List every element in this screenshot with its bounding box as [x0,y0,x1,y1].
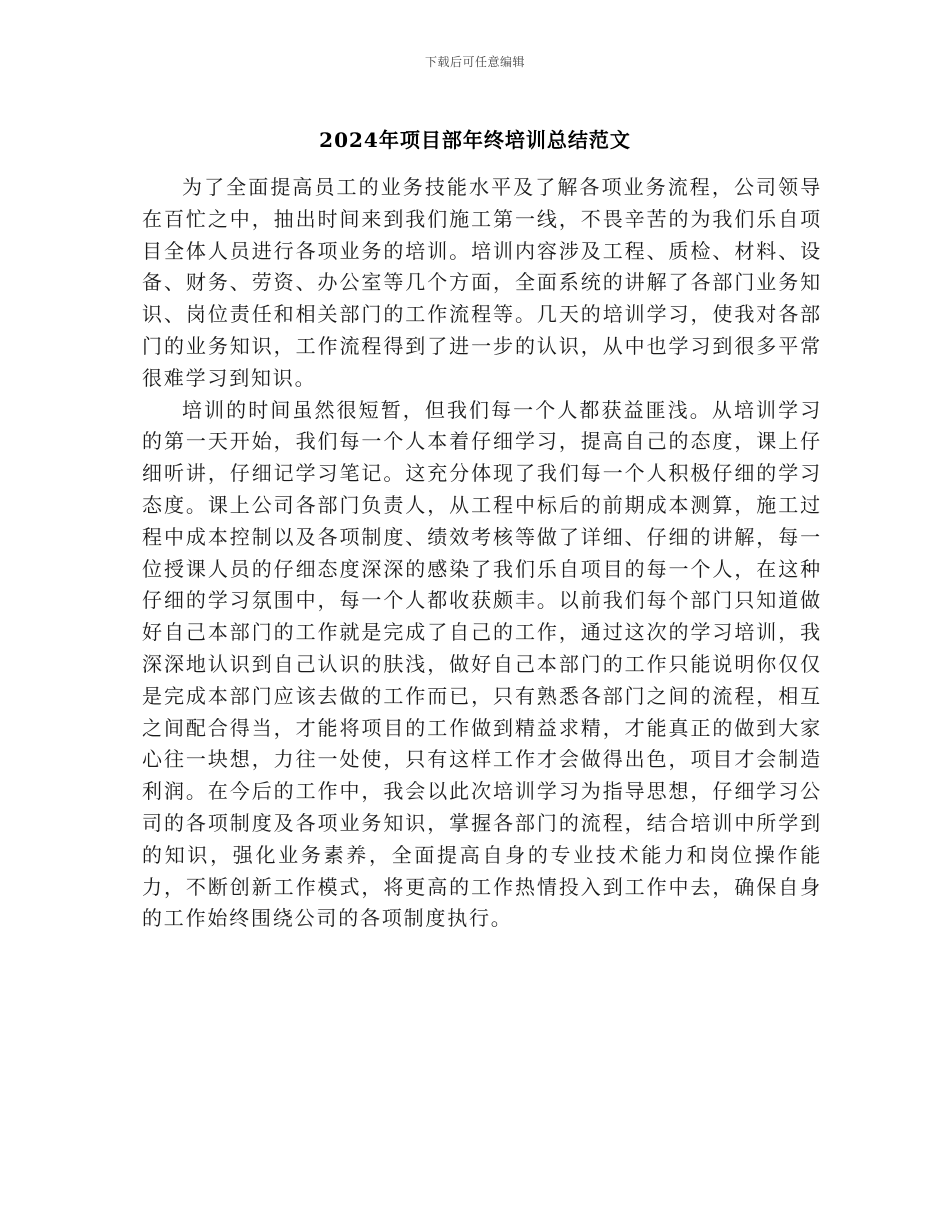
document-body [142,172,822,935]
page-header-note: 下载后可任意编辑 [424,55,525,69]
document-title: 2024年项目部年终培训总结范文 [319,128,631,152]
paragraph-1: 为了全面提高员工的业务技能水平及了解各项业务流程，公司领导在百忙之中，抽出时间来到我们施工第一线，不畏辛苦的为我们乐自项目全体人员进行各项业务的培训。培训内容涉及工程、质检、材料、设备、财务、劳资、办公室等几个方面，全面系统的讲解了各部门业务知识、岗位责任和相关部门的工作流程等。几天的培训学习，使我对各部门的业务知识，工作流程得到了进一步的认识，从中也学习到很多平常很难学习到知识。 [142,175,822,390]
paragraph-2: 培训的时间虽然很短暂，但我们每一个人都获益匪浅。从培训学习的第一天开始，我们每一个人本着仔细学习，提高自己的态度，课上仔细听讲，仔细记学习笔记。这充分体现了我们每一个人积极仔细的学习态度。课上公司各部门负责人，从工程中标后的前期成本测算，施工过程中成本控制以及各项制度、绩效考核等做了详细、仔细的讲解，每一位授课人员的仔细态度深深的感染了我们乐自项目的每一个人，在这种仔细的学习氛围中，每一个人都收获颇丰。以前我们每个部门只知道做好自己本部门的工作就是完成了自己的工作，通过这次的学习培训，我深深地认识到自己认识的肤浅，做好自己本部门的工作只能说明你仅仅是完成本部门应该去做的工作而已，只有熟悉各部门之间的流程，相互之间配合得当，才能将项目的工作做到精益求精，才能真正的做到大家心往一块想，力往一处使，只有这样工作才会做得出色，项目才会制造利润。在今后的工作中，我会以此次培训学习为指导思想，仔细学习公司的各项制度及各项业务知识，掌握各部门的流程，结合培训中所学到的知识，强化业务素养，全面提高自身的专业技术能力和岗位操作能力，不断创新工作模式，将更高的工作热情投入到工作中去，确保自身的工作始终围绕公司的各项制度执行。 [142,397,822,931]
